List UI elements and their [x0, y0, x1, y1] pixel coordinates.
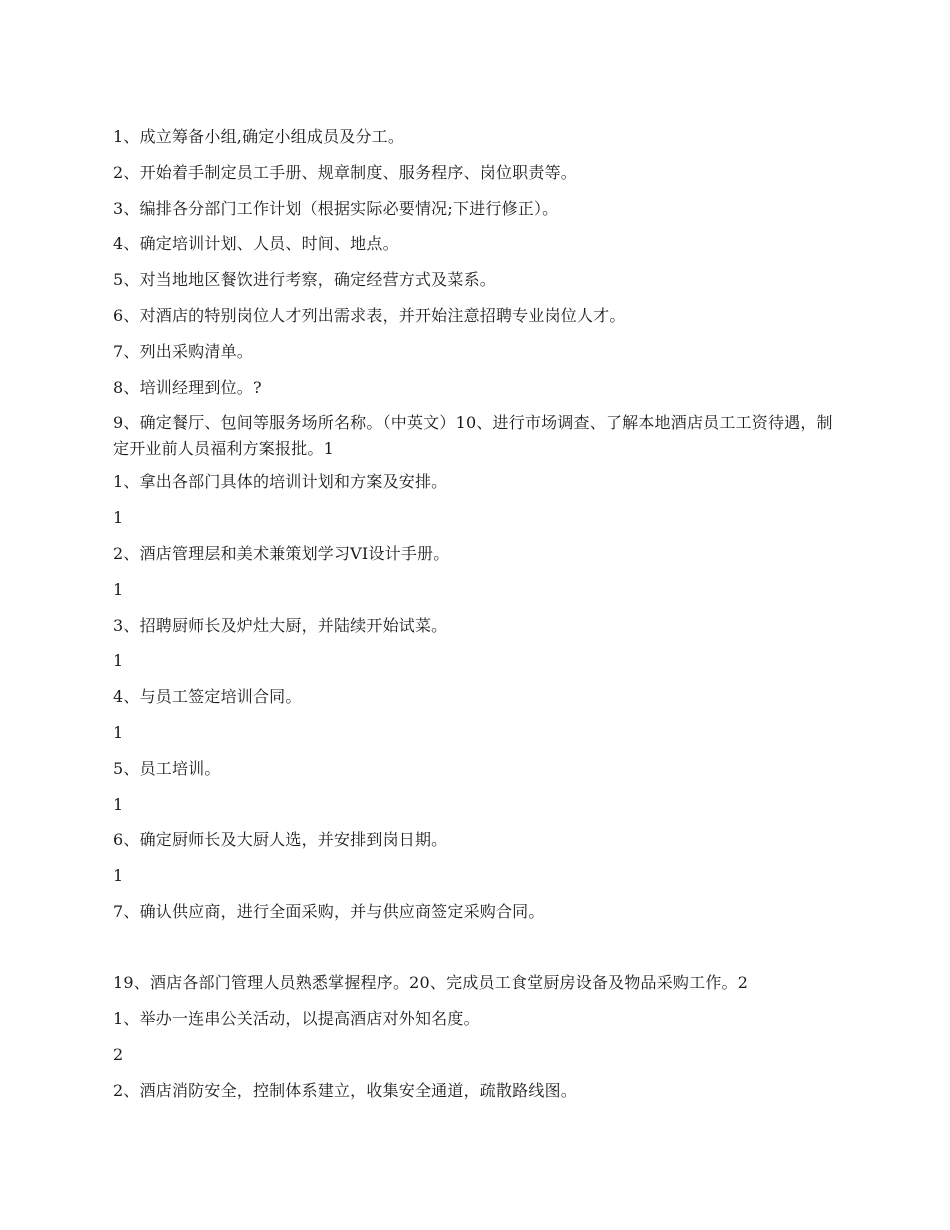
- paragraph-14: 4、与员工签定培训合同。: [113, 687, 302, 706]
- paragraph-number-1: 1: [113, 508, 124, 527]
- paragraph-5: 5、对当地地区餐饮进行考察，确定经营方式及菜系。: [113, 270, 496, 289]
- paragraph-1: 1、成立筹备小组,确定小组成员及分工。: [113, 127, 405, 146]
- paragraph-8: 8、培训经理到位。?: [113, 378, 262, 397]
- paragraph-number-1: 1: [113, 795, 124, 814]
- paragraph-15: 5、员工培训。: [113, 759, 221, 778]
- paragraph-12: 2、酒店管理层和美术兼策划学习VI设计手册。: [113, 544, 450, 563]
- paragraph-11: 1、拿出各部门具体的培训计划和方案及安排。: [113, 472, 448, 491]
- paragraph-16: 6、确定厨师长及大厨人选，并安排到岗日期。: [113, 830, 448, 849]
- paragraph-number-2: 2: [113, 1045, 124, 1064]
- paragraph-number-1: 1: [113, 723, 124, 742]
- paragraph-6: 6、对酒店的特别岗位人才列出需求表，并开始注意招聘专业岗位人才。: [113, 306, 626, 325]
- paragraph-3: 3、编排各分部门工作计划（根据实际必要情况;下进行修正）。: [113, 199, 559, 218]
- paragraph-4: 4、确定培训计划、人员、时间、地点。: [113, 234, 399, 253]
- paragraph-number-1: 1: [113, 866, 124, 885]
- paragraph-13: 3、招聘厨师长及炉灶大厨，并陆续开始试菜。: [113, 616, 448, 635]
- paragraph-2: 2、开始着手制定员工手册、规章制度、服务程序、岗位职责等。: [113, 163, 577, 182]
- paragraph-17: 7、确认供应商，进行全面采购，并与供应商签定采购合同。: [113, 902, 545, 921]
- paragraph-7: 7、列出采购清单。: [113, 342, 253, 361]
- paragraph-number-1: 1: [113, 651, 124, 670]
- paragraph-19-20: 19、酒店各部门管理人员熟悉掌握程序。20、完成员工食堂厨房设备及物品采购工作。2: [113, 973, 749, 992]
- paragraph-21: 1、举办一连串公关活动，以提高酒店对外知名度。: [113, 1009, 480, 1028]
- paragraph-number-1: 1: [113, 580, 124, 599]
- paragraph-9-10: 9、确定餐厅、包间等服务场所名称。（中英文）10、进行市场调查、了解本地酒店员工工资待遇，制定开业前人员福利方案报批。1: [113, 413, 833, 458]
- paragraph-22: 2、酒店消防安全，控制体系建立，收集安全通道，疏散路线图。: [113, 1081, 577, 1100]
